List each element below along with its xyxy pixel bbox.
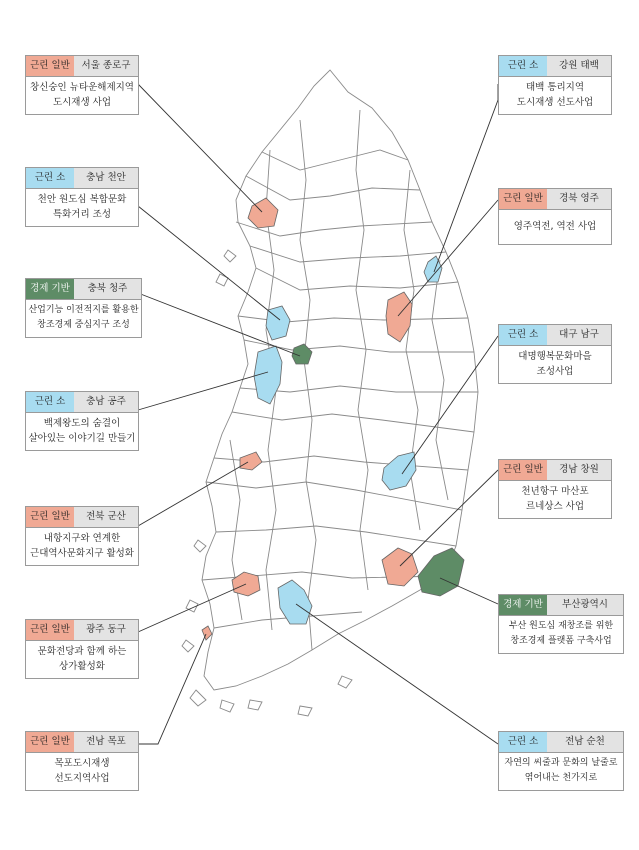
- region-mokpo: [202, 626, 212, 640]
- location-label: 충남 천안: [74, 168, 138, 188]
- leader-gunsan: [138, 462, 248, 526]
- project-description: [26, 299, 141, 337]
- type-tag: 근린 소: [499, 732, 547, 752]
- type-tag: 근린 일반: [26, 507, 74, 527]
- description-line: 엮어내는 천가지로: [524, 773, 598, 783]
- description-line: 창조경제 중심지구 조성: [37, 320, 130, 330]
- region-busan: [418, 548, 464, 596]
- leader-gwangju: [138, 584, 246, 632]
- callout-cheonan: [25, 167, 139, 227]
- project-description: [499, 76, 611, 114]
- region-suncheon: [278, 580, 312, 624]
- type-tag: 근린 소: [499, 56, 547, 76]
- project-description: [26, 76, 138, 114]
- project-description: [26, 527, 138, 565]
- description-line: 문화전당과 함께 하는: [37, 646, 127, 657]
- callout-cheongju: [25, 278, 142, 338]
- description-line: 영주역전, 역전 사업: [513, 221, 597, 232]
- highlighted-regions: [202, 198, 464, 640]
- location-label: 전북 군산: [74, 507, 138, 527]
- description-line: 백제왕도의 숨결이: [43, 418, 121, 429]
- leader-jongno: [138, 84, 262, 212]
- location-label: 경북 영주: [547, 189, 611, 209]
- callout-gwangju: [25, 619, 139, 679]
- description-line: 천안 원도심 복합문화: [37, 194, 127, 205]
- description-line: 르네상스 사업: [525, 501, 585, 512]
- location-label: 충남 공주: [74, 392, 138, 412]
- description-line: 도시재생 선도사업: [516, 97, 594, 108]
- leader-yeongju: [398, 200, 498, 316]
- leader-taebaek: [434, 84, 498, 272]
- location-label: 충북 청주: [74, 279, 141, 299]
- location-label: 경남 창원: [547, 460, 611, 480]
- type-tag: 근린 소: [499, 325, 547, 345]
- description-line: 살아있는 이야기길 만들기: [28, 433, 136, 444]
- description-line: 부산 원도심 재창조를 위한: [508, 621, 614, 631]
- description-line: 선도지역사업: [54, 773, 110, 784]
- project-description: [499, 615, 623, 653]
- location-label: 전남 순천: [547, 732, 623, 752]
- leader-gongju: [138, 372, 268, 410]
- description-line: 자연의 씨줄과 문화의 날줄로: [504, 758, 618, 768]
- type-tag: 경제 기반: [26, 279, 74, 299]
- project-description: [499, 345, 611, 383]
- callout-jongno: [25, 55, 139, 115]
- callout-mokpo: [25, 731, 139, 791]
- description-line: 근대역사문화지구 활성화: [30, 548, 134, 559]
- callout-changwon: [498, 459, 612, 519]
- description-line: 태백 통리지역: [525, 82, 585, 93]
- description-line: 상가활성화: [59, 661, 105, 672]
- description-line: 특화거리 조성: [52, 209, 112, 220]
- type-tag: 근린 소: [26, 168, 74, 188]
- leader-mokpo: [138, 634, 206, 744]
- callout-suncheon: [498, 731, 624, 791]
- type-tag: 근린 일반: [499, 189, 547, 209]
- callout-busan: [498, 594, 624, 654]
- project-description: [499, 752, 623, 790]
- location-label: 부산광역시: [547, 595, 623, 615]
- description-line: 도시재생 사업: [52, 97, 112, 108]
- type-tag: 근린 일반: [26, 620, 74, 640]
- description-line: 내항지구와 연계한: [43, 533, 121, 544]
- callout-taebaek: [498, 55, 612, 115]
- description-line: 대명행복문화마을: [518, 351, 592, 362]
- type-tag: 경제 기반: [499, 595, 547, 615]
- description-line: 조성사업: [536, 366, 574, 377]
- type-tag: 근린 일반: [26, 732, 74, 752]
- region-gunsan: [240, 452, 262, 470]
- leader-suncheon: [296, 604, 498, 744]
- location-label: 전남 목포: [74, 732, 138, 752]
- description-line: 천년항구 마산포: [521, 486, 589, 497]
- callout-gunsan: [25, 506, 139, 566]
- project-description: [26, 640, 138, 678]
- project-description: [499, 480, 611, 518]
- location-label: 서울 종로구: [74, 56, 138, 76]
- callout-daegu: [498, 324, 612, 384]
- region-daegu: [382, 452, 416, 490]
- project-description: [26, 412, 138, 450]
- project-description: [26, 752, 138, 790]
- description-line: 창신숭인 뉴타운해제지역: [30, 82, 134, 93]
- description-line: 창조경제 플랫폼 구축사업: [510, 636, 612, 646]
- region-taebaek: [424, 256, 442, 282]
- callout-gongju: [25, 391, 139, 451]
- leader-daegu: [402, 336, 498, 474]
- type-tag: 근린 일반: [499, 460, 547, 480]
- callout-yeongju: [498, 188, 612, 245]
- type-tag: 근린 소: [26, 392, 74, 412]
- project-description: [26, 188, 138, 226]
- location-label: 대구 남구: [547, 325, 611, 345]
- land-outline: [182, 70, 478, 716]
- project-description: [499, 209, 611, 244]
- description-line: 목포도시재생: [54, 758, 110, 769]
- description-line: 산업기능 이전적지를 활용한: [28, 305, 139, 315]
- location-label: 강원 태백: [547, 56, 611, 76]
- type-tag: 근린 일반: [26, 56, 74, 76]
- location-label: 광주 동구: [74, 620, 138, 640]
